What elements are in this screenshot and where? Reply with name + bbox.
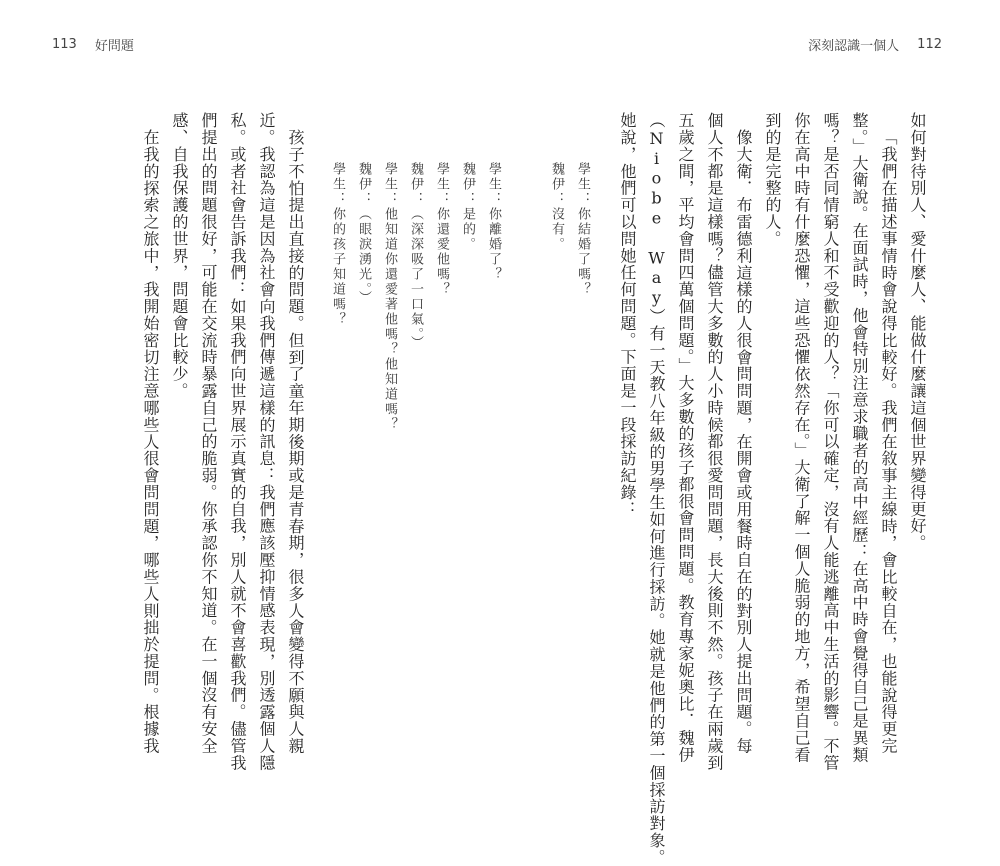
left-page-body bbox=[82, 112, 502, 772]
left-running-title: 好問題 bbox=[94, 38, 134, 54]
right-page-header bbox=[808, 34, 942, 54]
text-column: 如何對待別人、愛什麼人、能做什麼讓這個世界變得更好。 bbox=[908, 112, 927, 552]
dialog-line: 魏伊：（深深吸了一口氣。） bbox=[408, 162, 423, 351]
text-column: 近。我認為這是因為社會向我們傳遞這樣的訊息：我們應該壓抑情感表現，別透露個人隱 bbox=[257, 112, 276, 772]
text-column: 「我們在描述事情時會說得比較好。我們在敘事主線時，會比較自在，也能說得更完 bbox=[879, 129, 898, 755]
dialog-line: 學生：他知道你還愛著他嗎？他知道嗎？ bbox=[382, 162, 397, 432]
text-column: 五歲之間，平均會問四萬個問題。」大多數的孩子都很會問問題。教育專家妮奧比．魏伊 bbox=[676, 112, 695, 764]
text-column: 在我的探索之旅中，我開始密切注意哪些人很會問問題，哪些人則拙於提問。根據我 bbox=[141, 129, 160, 755]
text-column: 她說，他們可以問她任何問題。下面是一段採訪紀錄： bbox=[618, 112, 637, 518]
left-page-header bbox=[52, 34, 134, 54]
right-page-number: 112 bbox=[917, 36, 942, 52]
left-page-number: 113 bbox=[52, 36, 77, 52]
dialog-line: 學生：你離婚了？ bbox=[486, 162, 501, 282]
text-column: 嗎？是否同情窮人和不受歡迎的人？「你可以確定，沒有人能逃離高中生活的影響。不管 bbox=[821, 112, 840, 772]
dialog-line: 魏伊：沒有。 bbox=[549, 162, 564, 252]
dialog-line: 魏伊：是的。 bbox=[460, 162, 475, 252]
text-column: 們提出的問題很好，可能在交流時暴露自己的脆弱。你承認你不知道。在一個沒有安全 bbox=[199, 112, 218, 755]
dialog-line: 魏伊：（眼淚湧光。） bbox=[356, 162, 371, 306]
right-running-title: 深刻認識一個人 bbox=[808, 38, 900, 54]
text-column: 到的是完整的人。 bbox=[763, 112, 782, 248]
text-column: 整。」大衛說。在面試時，他會特別注意求職者的高中經歷：在高中時會覺得自己是異類 bbox=[850, 112, 869, 764]
dialog-line: 學生：你結婚了嗎？ bbox=[575, 162, 590, 297]
text-column: 像大衛．布雷德利這樣的人很會問問題，在開會或用餐時自在的對別人提出問題。每 bbox=[734, 129, 753, 755]
text-column: （Niobe Way）有一天教八年級的男學生如何進行採訪。她就是他們的第一個採訪對象。 bbox=[647, 112, 666, 866]
dialog-line: 學生：你的孩子知道嗎？ bbox=[330, 162, 345, 327]
right-page-body bbox=[508, 112, 928, 866]
text-column: 私。或者社會告訴我們：如果我們向世界展示真實的自我，別人就不會喜歡我們。儘管我 bbox=[228, 112, 247, 772]
dialog-line: 學生：你還愛他嗎？ bbox=[434, 162, 449, 297]
text-column: 孩子不怕提出直接的問題。但到了童年期後期或是青春期，很多人會變得不願與人親 bbox=[286, 129, 305, 755]
text-column: 感、自我保護的世界，問題會比較少。 bbox=[170, 112, 189, 400]
text-column: 個人不都是這樣嗎？儘管大多數的人小時候都很愛問問題，長大後則不然。孩子在兩歲到 bbox=[705, 112, 724, 772]
text-column: 你在高中時有什麼恐懼，這些恐懼依然存在。」大衛了解一個人脆弱的地方，希望自己看 bbox=[792, 112, 811, 764]
